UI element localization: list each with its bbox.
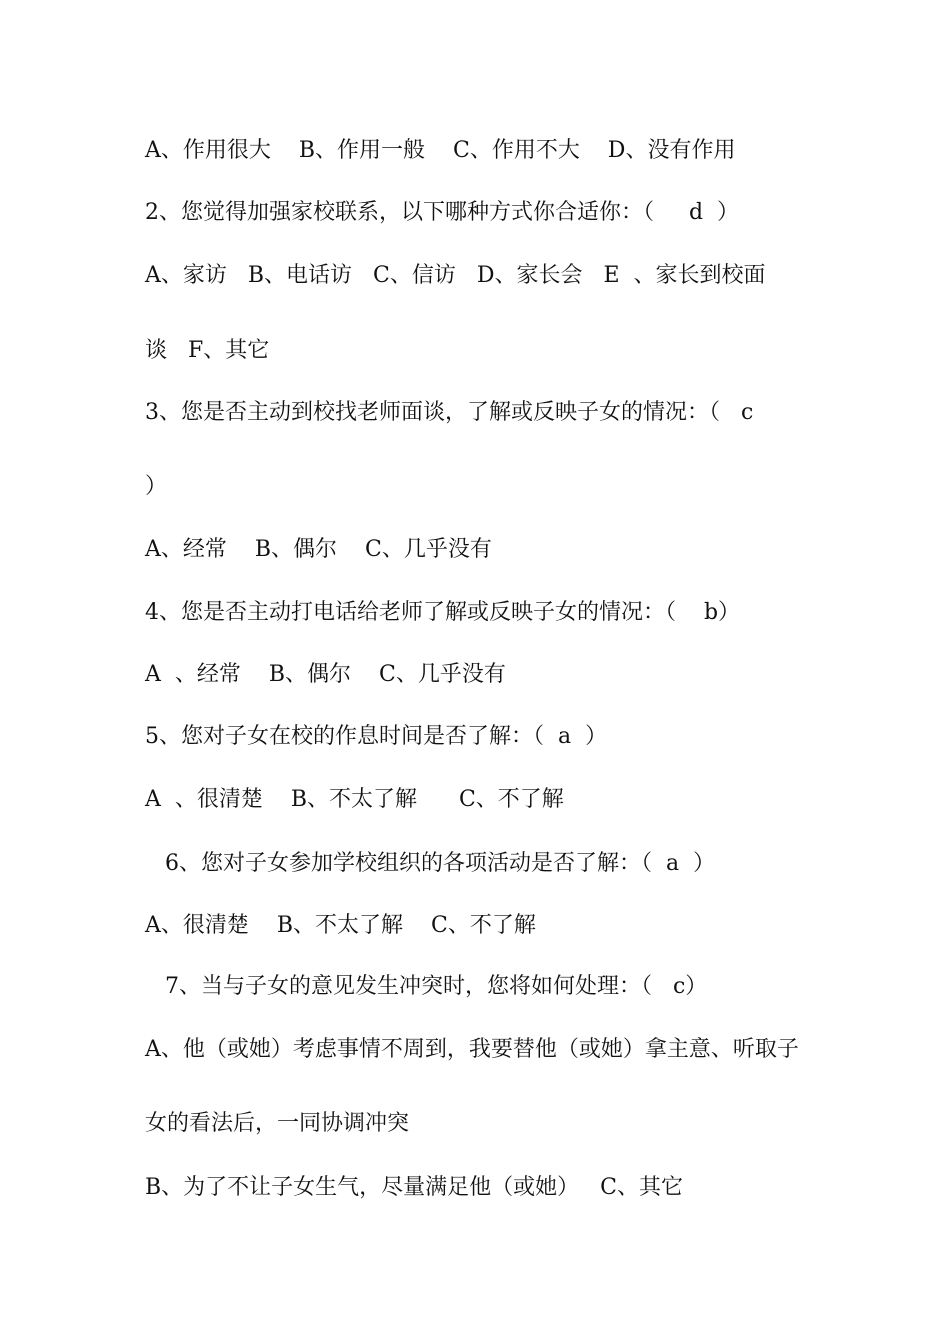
q5-options: A 、很清楚 B、不太了解 C、不了解 <box>145 787 564 812</box>
q7-options-b-c: B、为了不让子女生气，尽量满足他（或她） C、其它 <box>145 1175 683 1200</box>
q6-options: A、很清楚 B、不太了解 C、不了解 <box>145 913 536 938</box>
q7-question: 7、当与子女的意见发生冲突时，您将如何处理：（ c） <box>165 974 708 999</box>
q3-options: A、经常 B、偶尔 C、几乎没有 <box>145 537 492 562</box>
q3-question: 3、您是否主动到校找老师面谈，了解或反映子女的情况：（ c <box>145 400 754 425</box>
q3-question-continued: ） <box>145 474 168 499</box>
q4-question: 4、您是否主动打电话给老师了解或反映子女的情况：（ b） <box>145 600 741 625</box>
q2-options: A、家访 B、电话访 C、信访 D、家长会 E 、家长到校面 <box>145 263 766 288</box>
q7-option-a: A、他（或她）考虑事情不周到，我要替他（或她）拿主意、听取子 <box>145 1037 799 1062</box>
q5-question: 5、您对子女在校的作息时间是否了解：（ a ） <box>145 724 608 749</box>
q2-options-continued: 谈 F、其它 <box>145 338 270 363</box>
q7-option-a-continued: 女的看法后，一同协调冲突 <box>145 1111 410 1136</box>
q4-options: A 、经常 B、偶尔 C、几乎没有 <box>145 662 506 687</box>
q2-question: 2、您觉得加强家校联系，以下哪种方式你合适你：（ d ） <box>145 200 740 225</box>
q1-options: A、作用很大 B、作用一般 C、作用不大 D、没有作用 <box>145 138 736 163</box>
q6-question: 6、您对子女参加学校组织的各项活动是否了解：（ a ） <box>165 851 716 876</box>
